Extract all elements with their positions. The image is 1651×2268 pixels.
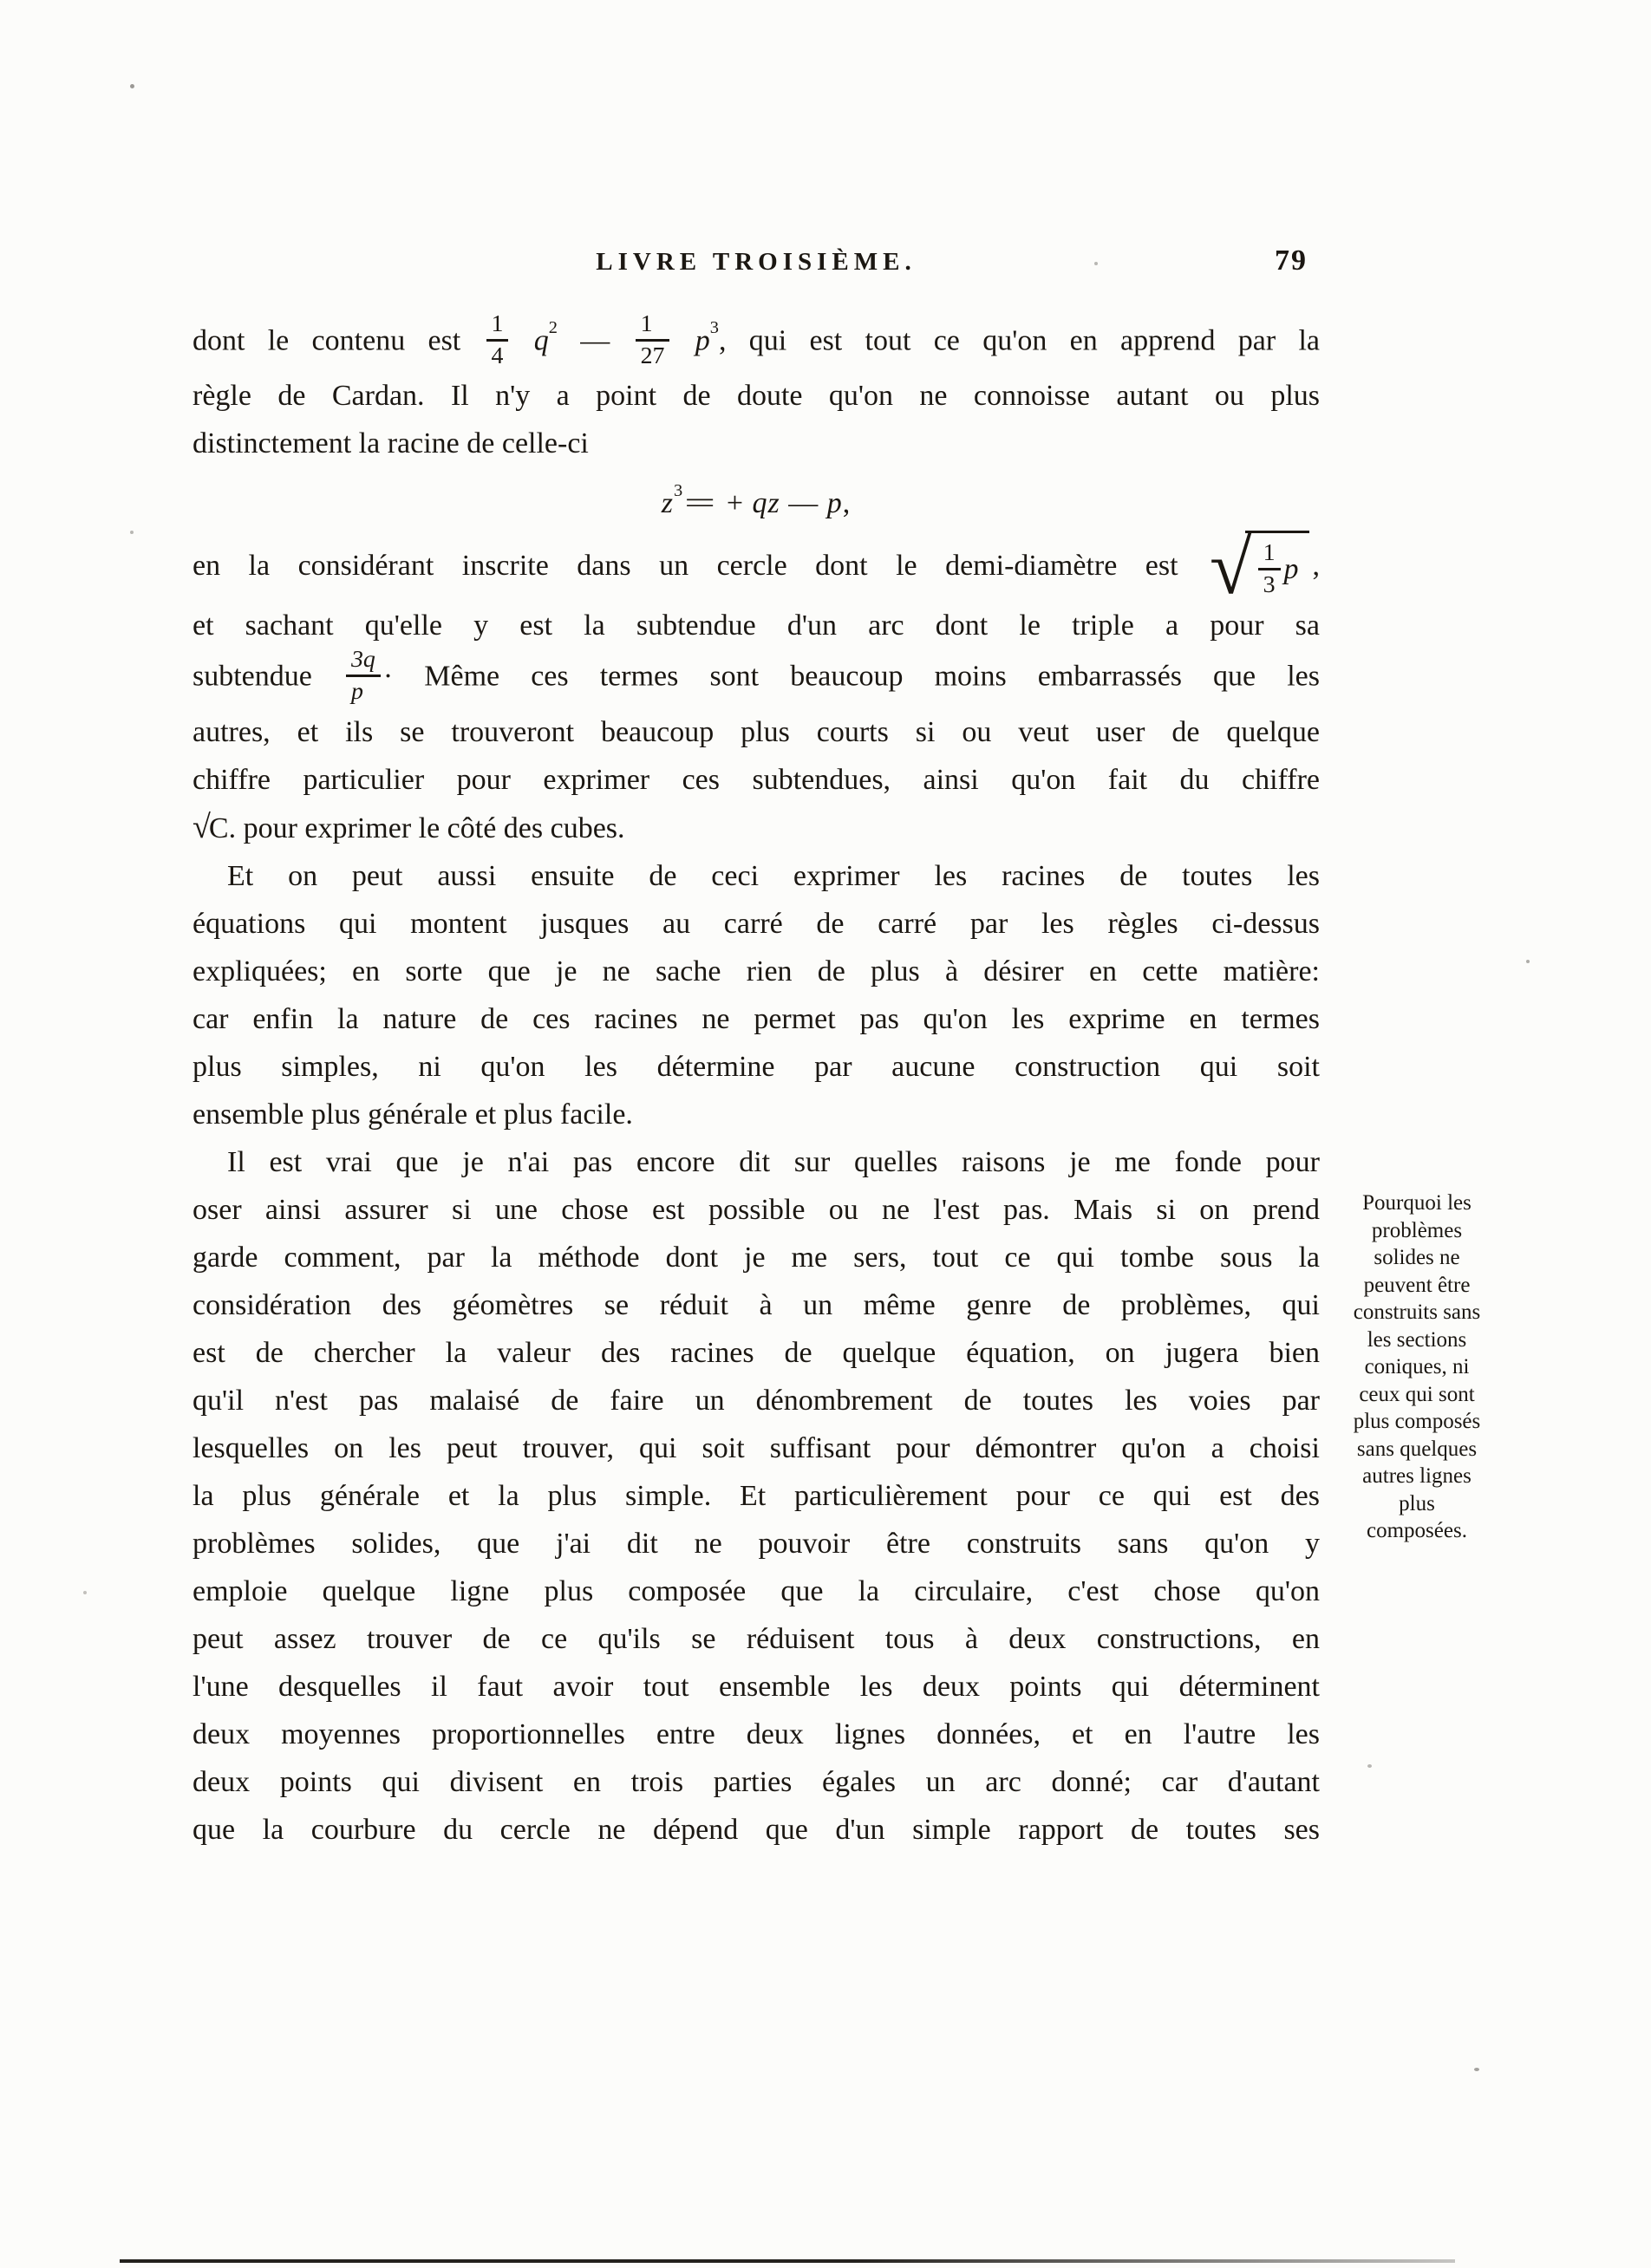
text-run: plus simples, ni qu'on les détermine par aucune construction qui soit — [193, 1050, 1320, 1083]
text-line — [193, 900, 1320, 948]
text-run: l'une desquelles il faut avoir tout ensemble les deux points qui déterminent — [193, 1670, 1320, 1703]
text-run: , qui est tout ce qu'on en apprend par la — [718, 324, 1321, 357]
text-line — [193, 708, 1320, 756]
text-line — [193, 1234, 1320, 1281]
text-run: distinctement la racine de celle-ci — [193, 427, 589, 460]
margin-note — [1321, 1189, 1512, 1545]
equals-sign: = — [684, 487, 718, 520]
text-run: pour exprimer le côté des cubes. — [236, 811, 625, 844]
scan-speck — [130, 531, 134, 534]
text-run: considération des géomètres se réduit à un même genre de problèmes, qui — [193, 1288, 1320, 1321]
text-line — [193, 602, 1320, 649]
text-line — [193, 1520, 1320, 1567]
margin-note-line: ceux qui sont — [1359, 1382, 1475, 1406]
text-run: est de chercher la valeur des racines de quelque équation, on jugera bien — [193, 1336, 1320, 1369]
math-fraction — [636, 311, 670, 369]
text-run: que la courbure du cercle ne dépend que d'un simple rapport de toutes ses — [193, 1813, 1320, 1846]
text-line — [193, 1615, 1320, 1663]
math-fraction — [486, 311, 509, 369]
math-variable: z — [661, 487, 674, 520]
margin-note-line: problèmes — [1371, 1218, 1463, 1242]
margin-note-line: plus — [1399, 1491, 1435, 1515]
scan-speck — [130, 84, 134, 88]
margin-note-line: autres lignes — [1362, 1464, 1472, 1488]
math-exponent: 3 — [673, 480, 684, 500]
text-run: Il est vrai que je n'ai pas encore dit sur quelles raisons je me fonde pour — [227, 1145, 1320, 1178]
margin-note-line: construits sans — [1353, 1300, 1481, 1324]
text-run: , — [842, 487, 852, 520]
running-title: LIVRE TROISIÈME. — [596, 248, 917, 276]
text-run: la plus générale et la plus simple. Et particulièrement pour ce qui est des — [193, 1479, 1320, 1512]
radicand: C. — [208, 811, 237, 844]
text-run: qu'il n'est pas malaisé de faire un dénombrement de toutes les voies par — [193, 1384, 1320, 1417]
fraction-denominator: 27 — [640, 342, 665, 370]
text-run: — — [557, 324, 633, 357]
math-radical — [1210, 525, 1308, 610]
margin-note-line: composées. — [1367, 1519, 1467, 1542]
text-line — [193, 852, 1320, 900]
scan-speck — [1526, 960, 1530, 963]
text-run: et sachant qu'elle y est la subtendue d'un arc dont le triple a pour sa — [193, 609, 1320, 642]
math-exponent: 3 — [709, 317, 719, 337]
text-line — [193, 420, 1320, 467]
margin-note-line: plus composés — [1353, 1410, 1481, 1433]
math-variable: p — [1283, 553, 1299, 586]
text-run: équations qui montent jusques au carré de carré par les règles ci-dessus — [193, 907, 1320, 940]
text-line — [193, 1329, 1320, 1377]
text-run: — — [780, 487, 827, 520]
text-line — [193, 1663, 1320, 1711]
math-variable: q — [533, 324, 549, 357]
text-run: deux moyennes proportionnelles entre deux lignes données, et en l'autre les — [193, 1717, 1320, 1750]
scan-speck — [83, 1591, 87, 1594]
text-run: subtendue — [193, 660, 343, 693]
body-text — [193, 310, 1321, 1854]
text-run: emploie quelque ligne plus composée que la circulaire, c'est chose qu'on — [193, 1574, 1320, 1607]
fraction-denominator: 3 — [1263, 571, 1276, 599]
fraction-denominator: 4 — [491, 342, 504, 370]
text-line — [193, 948, 1320, 995]
text-run: en la considérant inscrite dans un cercle dont le demi-diamètre est — [193, 550, 1207, 583]
text-line — [193, 1567, 1320, 1615]
math-variable: p — [826, 487, 843, 520]
margin-note-line: Pourquoi les — [1362, 1191, 1472, 1215]
text-line — [193, 1472, 1320, 1520]
text-line — [193, 525, 1320, 610]
text-run: chiffre particulier pour exprimer ces subtendues, ainsi qu'on fait du chiffre — [193, 763, 1320, 796]
text-run — [672, 324, 695, 356]
text-run: · Même ces termes sont beaucoup moins embarrassés que les — [382, 660, 1321, 693]
text-run: expliquées; en sorte que je ne sache rien de plus à désirer en cette matière: — [193, 955, 1320, 987]
margin-note-line: peuvent être — [1363, 1273, 1471, 1297]
math-radical — [193, 808, 237, 845]
fraction-numerator: 1 — [486, 311, 509, 342]
margin-note-line: les sections — [1367, 1327, 1467, 1352]
margin-note-line: solides ne — [1374, 1246, 1460, 1269]
margin-note-line: coniques, ni — [1364, 1355, 1470, 1378]
text-run: car enfin la nature de ces racines ne permet pas qu'on les exprime en termes — [193, 1002, 1320, 1035]
text-run: autres, et ils se trouveront beaucoup plus courts si ou veut user de quelque — [193, 715, 1320, 748]
text-line — [193, 804, 1320, 852]
text-line — [193, 1186, 1320, 1234]
scan-speck — [1367, 1764, 1372, 1768]
text-line — [193, 1043, 1320, 1091]
text-run: + — [718, 487, 753, 520]
text-run: règle de Cardan. Il n'y a point de doute qu'on ne connoisse autant ou plus — [193, 380, 1320, 413]
text-line — [193, 646, 1321, 707]
text-line — [193, 310, 1321, 372]
page-header — [193, 244, 1320, 286]
fraction-numerator: 1 — [1258, 540, 1281, 570]
text-run — [511, 324, 533, 356]
text-line — [193, 995, 1320, 1043]
radical-sign-icon: √ — [1210, 525, 1252, 610]
margin-note-line: sans quelques — [1356, 1437, 1478, 1461]
text-line — [193, 756, 1320, 804]
text-run: garde comment, par la méthode dont je me sers, tout ce qui tombe sous la — [193, 1241, 1320, 1274]
text-line — [193, 1281, 1320, 1329]
radicand — [1245, 531, 1309, 598]
text-run: dont le contenu est — [193, 324, 484, 357]
scan-edge-artifact — [120, 2259, 1455, 2263]
math-exponent: 2 — [548, 317, 558, 337]
text-line — [193, 1758, 1320, 1806]
display-equation — [193, 479, 1320, 527]
text-run: Et on peut aussi ensuite de ceci exprimer les racines de toutes les — [227, 859, 1320, 892]
text-run: , — [1312, 550, 1320, 583]
scan-speck — [1474, 2068, 1479, 2071]
text-line — [193, 1424, 1320, 1472]
text-line — [193, 1806, 1320, 1854]
math-fraction — [346, 647, 381, 705]
radical-sign-icon: √ — [193, 808, 209, 845]
fraction-denominator: p — [350, 678, 363, 706]
text-run: lesquelles on les peut trouver, qui soit suffisant pour démontrer qu'on a choisi — [193, 1431, 1320, 1464]
scan-speck — [1094, 262, 1098, 265]
text-run: ensemble plus générale et plus facile. — [193, 1098, 633, 1131]
text-line — [193, 1377, 1320, 1424]
math-variable: p — [695, 324, 710, 357]
text-line — [193, 1138, 1320, 1186]
text-run: problèmes solides, que j'ai dit ne pouvoir être construits sans qu'on y — [193, 1527, 1320, 1560]
math-fraction — [1258, 540, 1281, 598]
fraction-numerator: 1 — [636, 311, 670, 342]
text-run: peut assez trouver de ce qu'ils se réduisent tous à deux constructions, en — [193, 1622, 1320, 1655]
fraction-numerator: 3q — [346, 647, 381, 677]
page-number: 79 — [1275, 244, 1308, 277]
math-variable: qz — [752, 487, 780, 520]
text-line — [193, 372, 1320, 420]
text-run: deux points qui divisent en trois parties égales un arc donné; car d'autant — [193, 1765, 1320, 1798]
text-line — [193, 1711, 1320, 1758]
text-line — [193, 1091, 1320, 1138]
text-run: oser ainsi assurer si une chose est possible ou ne l'est pas. Mais si on prend — [193, 1193, 1320, 1226]
